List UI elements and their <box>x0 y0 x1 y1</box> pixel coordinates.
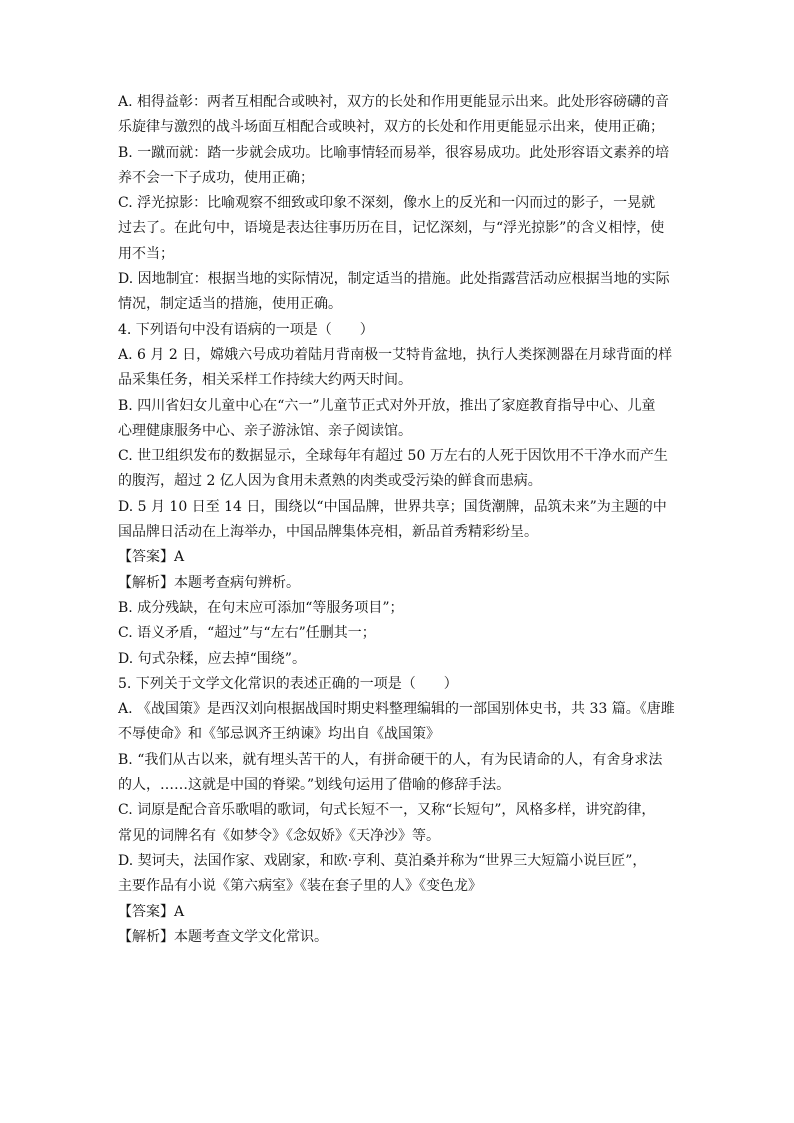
text-line: 养不会一下子成功，使用正确； <box>118 169 314 186</box>
text-line: C. 浮光掠影：比喻观察不细致或印象不深刻，像水上的反光和一闪而过的影子，一晃就 <box>118 195 656 212</box>
analysis-line: B. 成分残缺，在句末应可添加“等服务项目”； <box>118 599 404 616</box>
analysis-line: 【解析】本题考查病句辨析。 <box>118 574 300 591</box>
option-line: 主要作品有小说《第六病室》《装在套子里的人》《变色龙》 <box>118 878 482 895</box>
question-stem: 5. 下列关于文学文化常识的表述正确的一项是（ ） <box>118 675 458 692</box>
option-line: 国品牌日活动在上海举办，中国品牌集体亮相，新品首秀精彩纷呈。 <box>118 524 538 541</box>
option-line: B. “我们从古以来，就有埋头苦干的人，有拼命硬干的人，有为民请命的人，有舍身求法 <box>118 751 663 768</box>
text-line: A. 相得益彰：两者互相配合或映衬，双方的长处和作用更能显示出来。此处形容磅礴的音 <box>118 94 670 110</box>
text-line: 情况，制定适当的措施，使用正确。 <box>118 296 342 313</box>
analysis-line: C. 语义矛盾，“超过”与“左右”任删其一； <box>118 625 376 642</box>
option-line: 品采集任务，相关采样工作持续大约两天时间。 <box>118 372 412 389</box>
text-line: 乐旋律与激烈的战斗场面互相配合或映衬，双方的长处和作用更能显示出来，使用正确； <box>118 119 664 136</box>
option-line: A. 6 月 2 日，嫦娥六号成功着陆月背南极一艾特肯盆地，执行人类探测器在月球背面的样 <box>118 346 673 363</box>
text-line: 用不当； <box>118 245 174 262</box>
option-line: C. 世卫组织发布的数据显示，全球每年有超过 50 万左右的人死于因饮用不干净水而产生 <box>118 448 668 465</box>
option-line: 不辱使命》和《邹忌讽齐王纳谏》均出自《战国策》 <box>118 726 440 743</box>
option-line: 的腹泻，超过 2 亿人因为食用未煮熟的肉类或受污染的鲜食而患病。 <box>118 473 542 490</box>
text-line: 过去了。在此句中，语境是表达往事历历在目，记忆深刻，与“浮光掠影”的含义相悖，使 <box>118 220 665 237</box>
analysis-line: 【解析】本题考查文学文化常识。 <box>118 928 328 945</box>
option-line: B. 四川省妇女儿童中心在“六一”儿童节正式对外开放，推出了家庭教育指导中心、儿童 <box>118 397 656 414</box>
option-line: A. 《战国策》是西汉刘向根据战国时期史料整理编辑的一部国别体史书，共 33 篇。《唐雎 <box>118 701 675 718</box>
question-stem: 4. 下列语句中没有语病的一项是（ ） <box>118 321 374 338</box>
text-line: D. 因地制宜：根据当地的实际情况，制定适当的措施。此处指露营活动应根据当地的实际 <box>118 271 670 288</box>
option-line: 心理健康服务中心、亲子游泳馆、亲子阅读馆。 <box>118 422 412 439</box>
option-line: 的人，……这就是中国的脊梁。”划线句运用了借喻的修辞手法。 <box>118 777 511 794</box>
document-page <box>118 90 688 950</box>
option-line: C. 词原是配合音乐歌唱的歌词，句式长短不一，又称“长短句”，风格多样，讲究韵律， <box>118 802 656 819</box>
answer-line: 【答案】A <box>118 903 185 920</box>
option-line: 常见的词牌名有《如梦令》《念奴娇》《天净沙》等。 <box>118 827 440 844</box>
answer-line: 【答案】A <box>118 549 185 566</box>
option-line: D. 契诃夫，法国作家、戏剧家，和欧·亨利、莫泊桑并称为“世界三大短篇小说巨匠”， <box>118 852 647 869</box>
text-line: B. 一蹴而就：踏一步就会成功。比喻事情轻而易举，很容易成功。此处形容语文素养的培 <box>118 144 670 161</box>
analysis-line: D. 句式杂糅，应去掉“围绕”。 <box>118 650 306 667</box>
option-line: D. 5 月 10 日至 14 日，围绕以“中国品牌，世界共享；国货潮牌，品筑未来”为主题的中 <box>118 498 667 515</box>
